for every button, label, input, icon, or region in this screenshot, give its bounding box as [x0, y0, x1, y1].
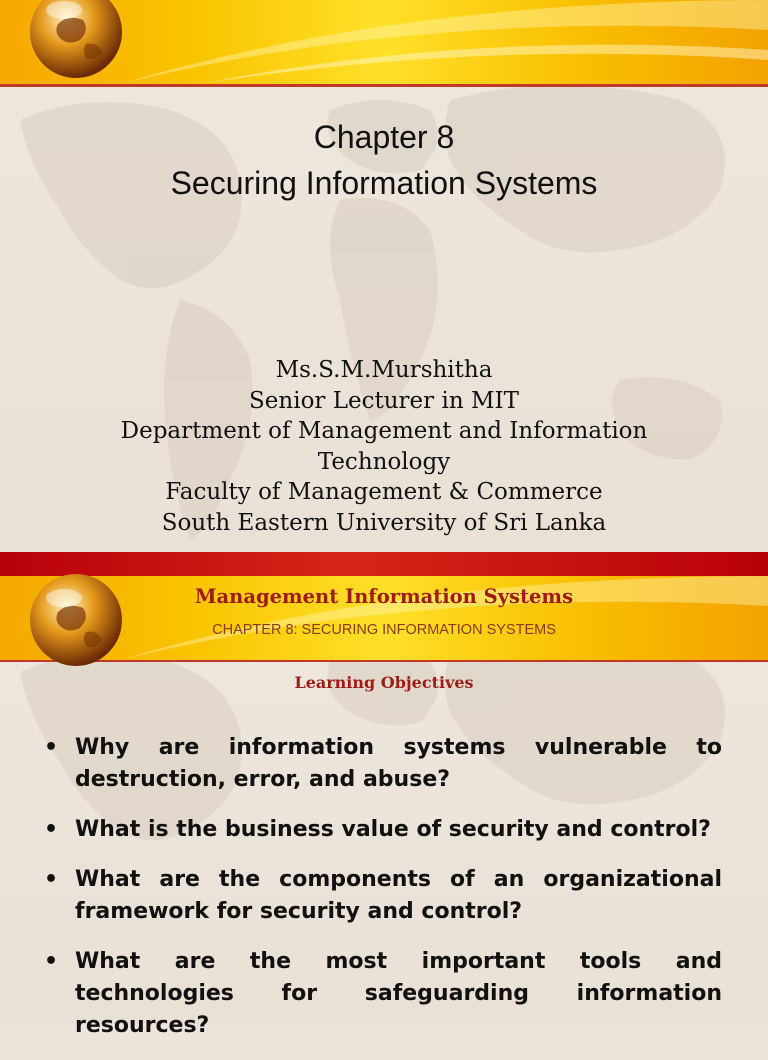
list-item [44, 732, 722, 796]
list-item-text: Why are information systems vulnerable to destruction, error, and abuse? [75, 735, 722, 792]
globe-icon [28, 0, 124, 80]
chapter-subtitle: CHAPTER 8: SECURING INFORMATION SYSTEMS [212, 622, 556, 638]
list-item-text: What are the most important tools and technologies for safeguarding information resources? [75, 949, 722, 1038]
list-item [44, 814, 722, 846]
objectives-slide [0, 552, 768, 1038]
author-department-cont: Technology [317, 448, 451, 475]
bullet-point: • [44, 949, 59, 974]
author-university: South Eastern University of Sri Lanka [161, 509, 607, 536]
author-info [60, 355, 708, 538]
page-title-line1: Chapter 8 [313, 119, 455, 155]
page-title-line2: Securing Information Systems [170, 165, 598, 201]
bullet-point: • [44, 867, 59, 892]
author-position: Senior Lecturer in MIT [249, 387, 519, 414]
course-title: Management Information Systems [194, 585, 574, 608]
author-name: Ms.S.M.Murshitha [275, 357, 493, 383]
author-faculty: Faculty of Management & Commerce [165, 479, 603, 505]
list-item-text: What are the components of an organizational framework for security and control? [75, 867, 722, 924]
bullet-point: • [44, 735, 59, 760]
section-title: Learning Objectives [294, 673, 474, 692]
bullet-point: • [44, 817, 59, 842]
objectives-list [44, 732, 722, 1060]
author-department: Department of Management and Information [120, 418, 648, 444]
list-item [44, 946, 722, 1042]
list-item [44, 864, 722, 928]
list-item-text: What is the business value of security and control? [75, 817, 711, 842]
